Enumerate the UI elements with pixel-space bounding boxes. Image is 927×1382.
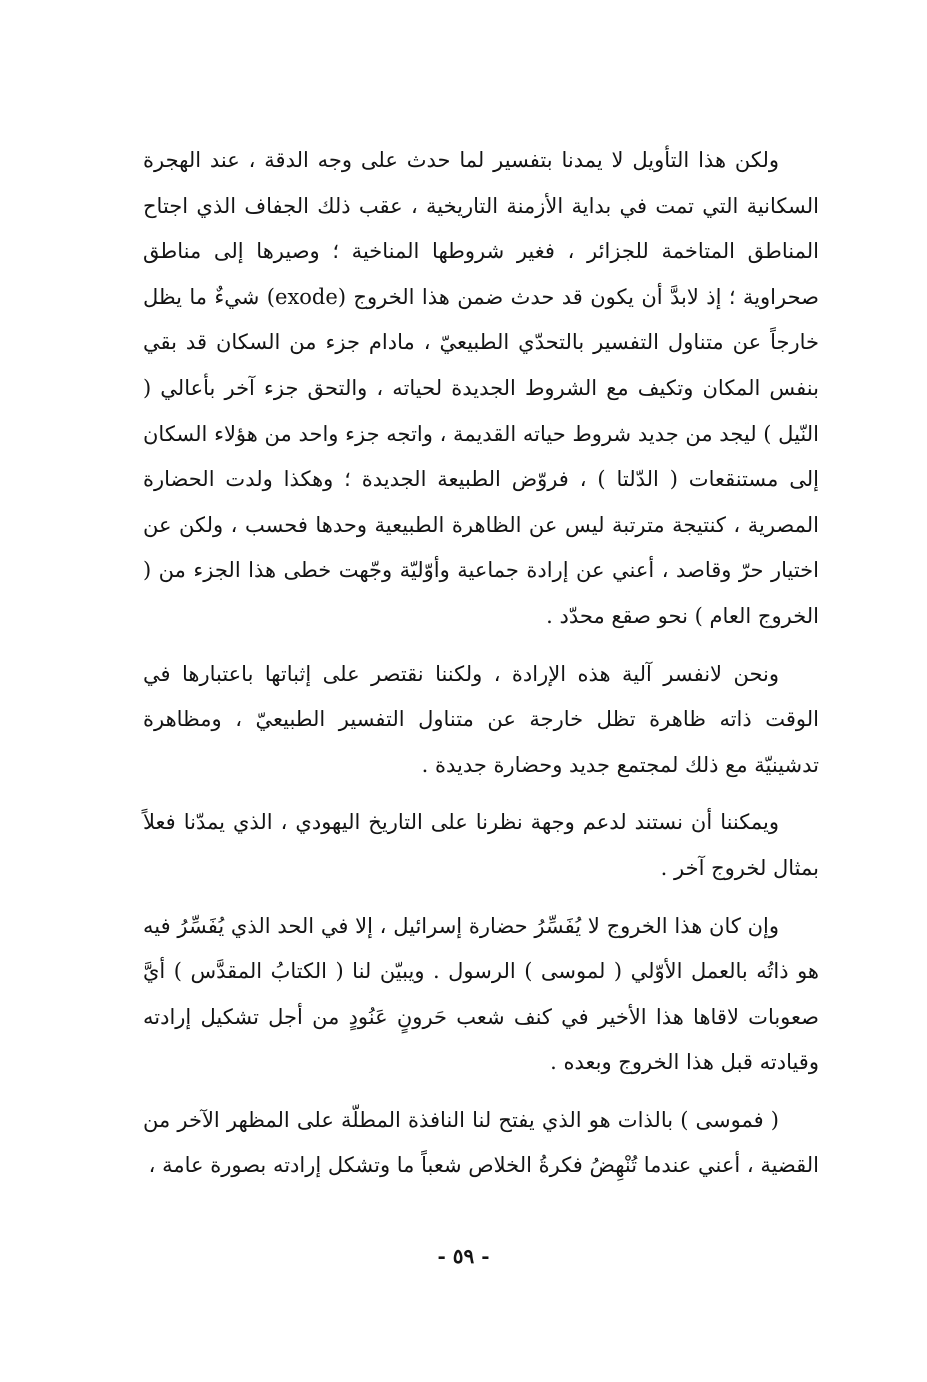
page-number: - ٥٩ - bbox=[437, 1244, 490, 1268]
paragraph-1: ولكن هذا التأويل لا يمدنا بتفسير لما حدث على وجه الدقة ، عند الهجرة السكانية التي تمت في بداية الأزمنة التاريخية ، عقب ذلك الجفاف الذي اجتاح المناطق المتاخمة للجزائر ، فغير شروطها المناخية ؛ وصيرها إلى مناطق صحراوية ؛ إذ لابدَّ أن يكون قد حدث ضمن هذا الخروج (exode) شيءٌ ما يظل خارجاً عن متناول التفسير بالتحدّي الطبيعيّ ، مادام جزء من السكان قد بقي بنفس المكان وتكيف مع الشروط الجديدة لحياته ، والتحق جزء آخر بأعالي ( النّيل ) ليجد من جديد شروط حياته القديمة ، واتجه جزء واحد من هؤلاء السكان إلى مستنقعات ( الدّلتا ) ، فروّض الطبيعة الجديدة ؛ وهكذا ولدت الحضارة المصرية ، كنتيجة مترتبة ليس عن الظاهرة الطبيعية وحدها فحسب ، ولكن عن اختيار حرّ وقاصد ، أعني عن إرادة جماعية وأوّليّة وجّهت خطى هذا الجزء من ( الخروج العام ) نحو صقع محدّد . bbox=[143, 148, 819, 628]
paragraph-4: وإن كان هذا الخروج لا يُفَسِّرُ حضارة إسرائيل ، إلا في الحد الذي يُفَسِّرُ فيه هو ذاتُه بالعمل الأوّلي ( لموسى ) الرسول . ويبيّن لنا ( الكتابُ المقدَّس ) أيَّ صعوبات لاقاها هذا الأخير في كنف شعب حَرونٍ عَنُودٍ من أجل تشكيل إرادته وقيادته قبل هذا الخروج وبعده . bbox=[143, 913, 819, 1075]
paragraph-3: ويمكننا أن نستند لدعم وجهة نظرنا على التاريخ اليهودي ، الذي يمدّنا فعلاً بمثال لخروج آخر . bbox=[143, 810, 819, 880]
body-text bbox=[143, 138, 819, 1189]
paragraph-5: ( فموسى ) بالذات هو الذي يفتح لنا النافذة المطلّة على المظهر الآخر من القضية ، أعني عندما تُنْهِضُ فكرةُ الخلاص شعباً ما وتشكل إرادته بصورة عامة ، bbox=[143, 1107, 819, 1178]
paragraph-2: ونحن لانفسر آلية هذه الإرادة ، ولكننا نقتصر على إثباتها باعتبارها في الوقت ذاته ظاهرة تظل خارجة عن متناول التفسير الطبيعيّ ، ومظاهرة تدشينيّة مع ذلك لمجتمع جديد وحضارة جديدة . bbox=[143, 661, 819, 777]
